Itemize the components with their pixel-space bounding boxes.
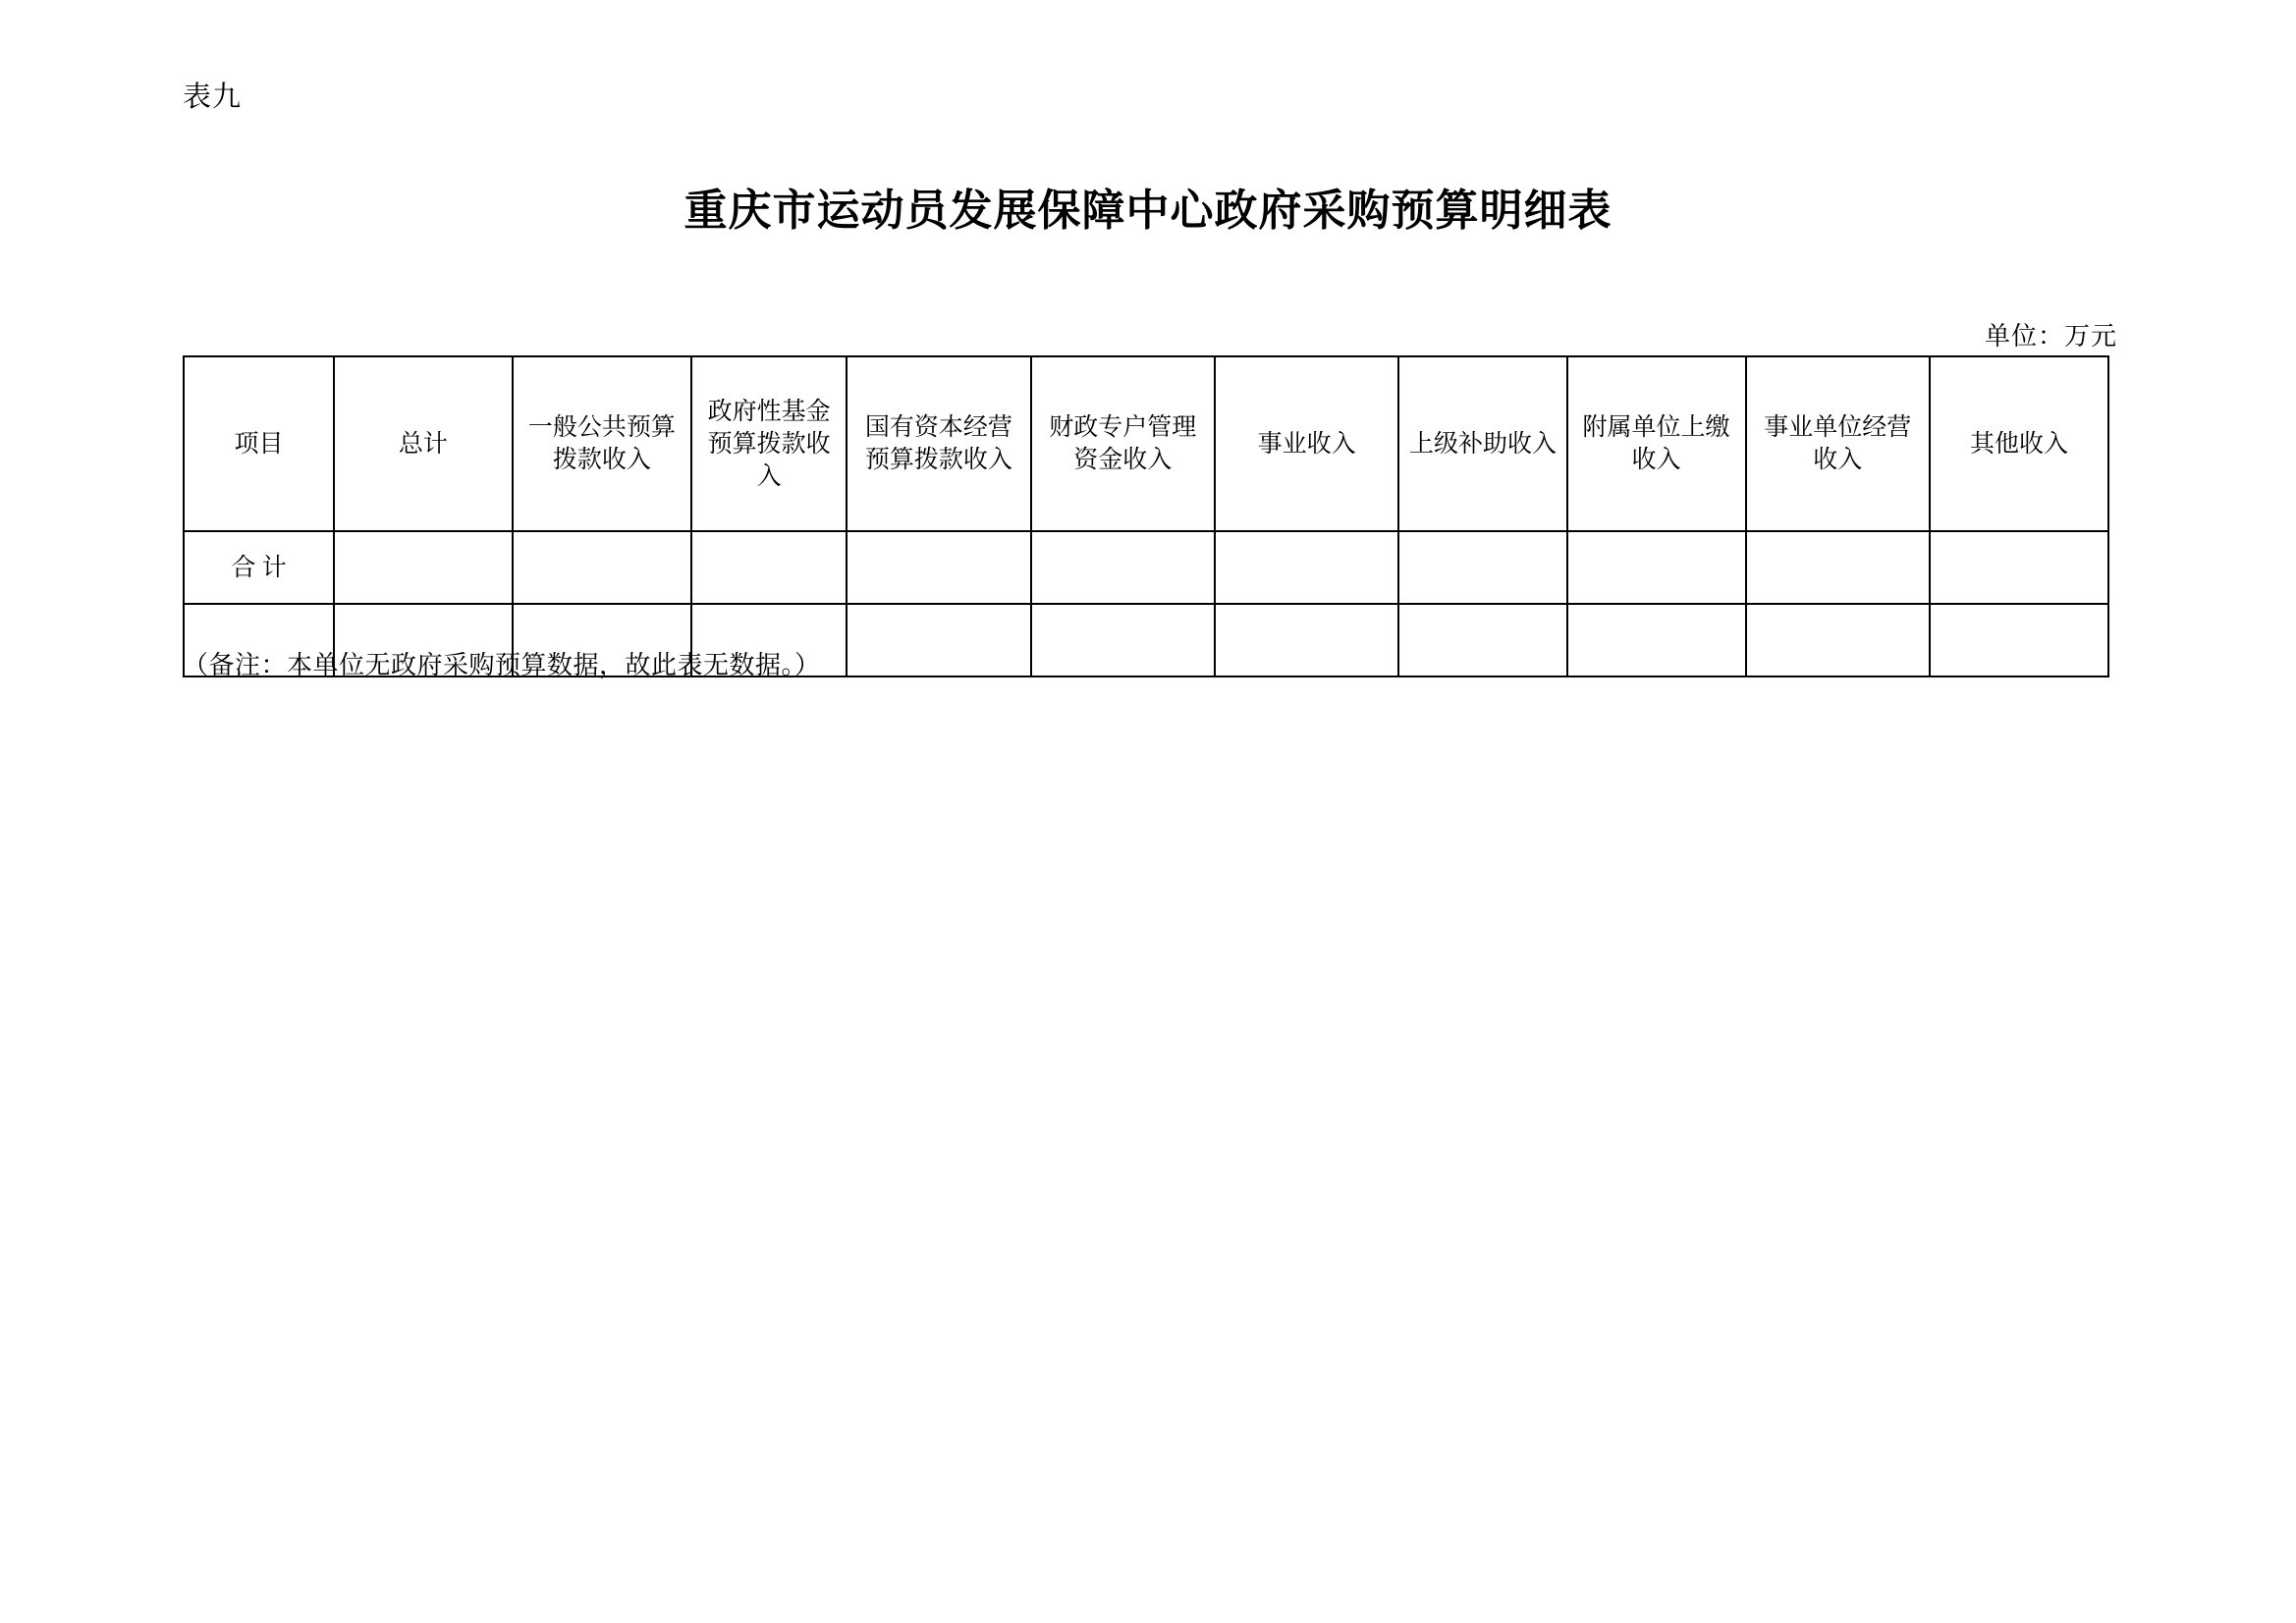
cell-subordinate-payment — [1567, 604, 1746, 676]
column-header-subordinate-payment: 附属单位上缴收入 — [1567, 356, 1746, 531]
table-row — [184, 531, 2108, 604]
cell-general-public-budget — [513, 531, 691, 604]
cell-business-income — [1215, 604, 1398, 676]
cell-operating-income — [1746, 604, 1930, 676]
column-header-item: 项目 — [184, 356, 334, 531]
column-header-government-fund-budget: 政府性基金预算拨款收入 — [691, 356, 847, 531]
column-header-superior-subsidy: 上级补助收入 — [1398, 356, 1566, 531]
cell-government-fund-budget — [691, 531, 847, 604]
unit-note: 单位：万元 — [1984, 322, 2117, 351]
cell-state-capital-budget — [847, 604, 1030, 676]
cell-business-income — [1215, 531, 1398, 604]
table-footnote: （备注：本单位无政府采购预算数据，故此表无数据。） — [183, 651, 821, 679]
column-header-business-income: 事业收入 — [1215, 356, 1398, 531]
cell-superior-subsidy — [1398, 531, 1566, 604]
column-header-other-income: 其他收入 — [1930, 356, 2108, 531]
budget-table-container — [183, 355, 2109, 677]
page-title: 重庆市运动员发展保障中心政府采购预算明细表 — [683, 187, 1613, 235]
procurement-budget-table — [183, 355, 2109, 677]
column-header-total: 总计 — [334, 356, 513, 531]
sheet-label: 表九 — [183, 81, 243, 113]
column-header-operating-income: 事业单位经营收入 — [1746, 356, 1930, 531]
column-header-state-capital-budget: 国有资本经营预算拨款收入 — [847, 356, 1030, 531]
row-label-total: 合 计 — [184, 531, 334, 604]
cell-subordinate-payment — [1567, 531, 1746, 604]
cell-other-income — [1930, 604, 2108, 676]
cell-other-income — [1930, 531, 2108, 604]
cell-state-capital-budget — [847, 531, 1030, 604]
cell-fiscal-special-account — [1031, 531, 1215, 604]
cell-fiscal-special-account — [1031, 604, 1215, 676]
cell-superior-subsidy — [1398, 604, 1566, 676]
column-header-general-public-budget: 一般公共预算拨款收入 — [513, 356, 691, 531]
cell-total — [334, 531, 513, 604]
cell-operating-income — [1746, 531, 1930, 604]
table-header-row — [184, 356, 2108, 531]
column-header-fiscal-special-account: 财政专户管理资金收入 — [1031, 356, 1215, 531]
